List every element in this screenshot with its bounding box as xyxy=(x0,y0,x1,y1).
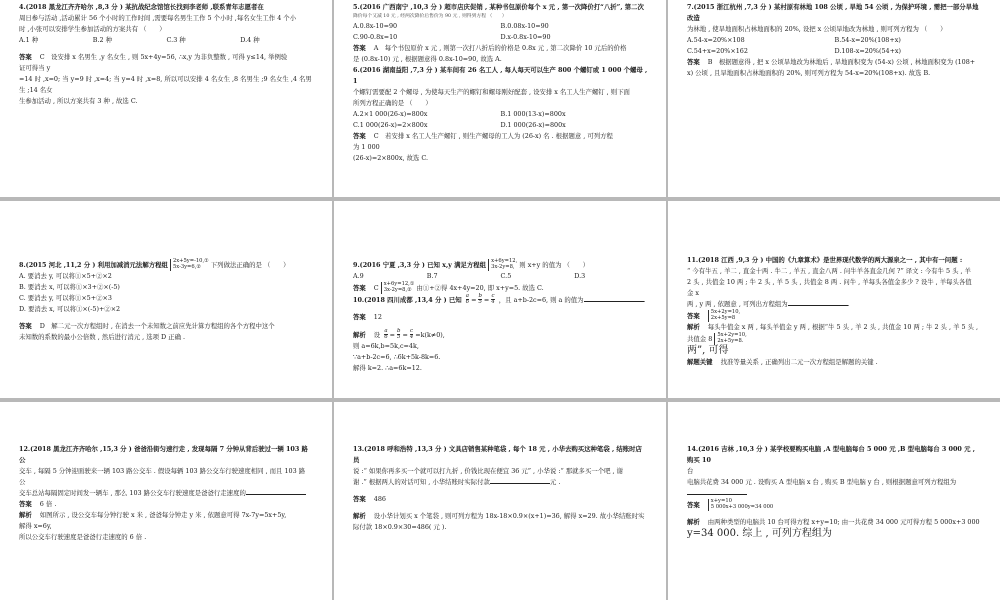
question-text: 5.(2016 广西南宁 ,10,3 分 ) 超市店庆促销 , 某种书包原价每个 x 元 , 第一次降价打“八折”, 第二次 xyxy=(353,3,644,11)
question-text: 6.(2016 湖南益阳 ,7,3 分 ) 某车间有 26 名工人 , 每人每天可以生产 800 个螺钉或 1 000 个螺母 , 1 xyxy=(353,66,648,86)
slide-q9-q10 xyxy=(334,201,666,398)
option-a: A.54-x=20%×108 xyxy=(687,36,745,45)
slide-q7 xyxy=(668,0,1000,197)
answer-label: 答案 xyxy=(353,44,366,53)
option-a: A. 要消去 y, 可以将①×5+②×2 xyxy=(19,271,112,280)
answer-line xyxy=(353,312,648,323)
answer-text: 未知数的系数的最小公倍数 , 然后进行消元 , 选项 D 正确 . xyxy=(19,333,186,342)
answer-line xyxy=(687,57,982,68)
analysis-label: 解析 xyxy=(353,512,366,521)
question-text: 公 xyxy=(19,478,26,487)
options xyxy=(687,35,982,57)
answer-line xyxy=(353,43,648,54)
option-d: D.x-0.8x-10=90 xyxy=(500,33,551,42)
answer-line xyxy=(19,321,314,332)
analysis-text: ∵a+b-2c=6, ∴6k+5k-8k=6. xyxy=(353,352,441,361)
analysis-label: 解析 xyxy=(687,518,700,527)
options xyxy=(19,35,314,46)
analysis-text: 解得 x=6y, xyxy=(19,522,52,531)
analysis-line: 解析 设 $\frac{a}{6}$ = $\frac{b}{5}$ = $\frac{c}{4}$ =k(k≠0), xyxy=(353,327,445,341)
answer-label: 答案 xyxy=(353,132,366,141)
fraction: $\frac{a}{6}$ xyxy=(384,327,388,341)
option-b: B.2 种 xyxy=(92,36,112,45)
option-c: C.5 xyxy=(500,271,512,280)
analysis-line: 解析 设小华计划买 x 个笔袋 , 则可列方程为 18x-18×0.9×(x+1)=36, 解得 x=29. 故小华结账时实 xyxy=(353,512,645,521)
option-b: B.0.08x-10=90 xyxy=(500,22,549,31)
analysis-label: 解析 xyxy=(687,323,700,332)
slide-q4 xyxy=(0,0,332,197)
fraction: $\frac{b}{5}$ xyxy=(397,327,401,341)
question-text: 9.(2016 宁夏 ,3,3 分 ) 已知 x,y 满足方程组 x+6y=12, 3x-2y=8, 则 x+y 的值为 （ ） xyxy=(353,258,590,270)
answer-line xyxy=(687,310,982,322)
analysis-text: 则 a=6k,b=5k,c=4k, xyxy=(353,341,419,350)
answer-text: 12 xyxy=(373,312,382,321)
question-text: 13.(2018 呼和浩特 ,13,3 分 ) 文具店销售某种笔袋 , 每个 18 元 , 小华去购买这种笔袋 , 结账时店员 xyxy=(353,445,642,465)
option-a: A.0.8x-10=90 xyxy=(353,22,398,31)
slide-q8 xyxy=(0,201,332,398)
answer-text: =14 时 ,x=0; 当 y=9 时 ,x=4; 当 y=4 时 ,x=8, 所以可以安排 4 名女生 ,8 名男生 ;9 名女生 ,4 名男生 ;14 名女 xyxy=(19,75,312,95)
answer-text: 为 1 000 xyxy=(353,143,380,152)
fraction: $\frac{c}{4}$ xyxy=(491,292,495,306)
answer-text: 6 xyxy=(39,500,44,509)
key-label: 解题关键 xyxy=(687,358,713,367)
question-text: 说 :“ 如果你再多买一个就可以打九折 , 价钱比现在便宜 36 元” , 小华说 :“ 那就多买一个吧 , 谢 xyxy=(353,467,623,476)
answer-text: 证可得当 y xyxy=(19,64,51,73)
option-c: C.54+x=20%×162 xyxy=(687,47,748,56)
answer-line xyxy=(687,499,982,511)
answer-label: 答案 xyxy=(353,312,366,321)
answer-text: (26-x)=2×800x, 故选 C. xyxy=(353,154,429,163)
answer-text: B 根据题意得 , 把 x 公顷旱地改为林地后 , 旱地面积变为 (54-x) 公顷 , 林地面积变为 (108+ xyxy=(707,58,976,67)
equation-system: x+6y=12,① 3x-2y=8,② xyxy=(381,282,415,294)
question-text: 10.(2018 四川成都 ,13,4 分 ) 已知 $\frac{a}{6}$ = $\frac{b}{5}$ = $\frac{c}{4}$ ，且 a+b-2c=6, 则 a 的值为 . xyxy=(353,292,646,306)
question-text: 时 ,小张可以安排学生参加活动的方案共有 （ ） xyxy=(19,25,166,34)
answer-text: C 若安排 x 名工人生产螺钉 , 则生产螺母的工人为 (26-x) 名 . 根据题意 , 可列方程 xyxy=(373,132,613,141)
answer-line xyxy=(353,494,648,505)
analysis-text: 两”, 可得 xyxy=(687,345,729,357)
question-text: 交车总站每隔固定时间发一辆车 , 那么 103 路公交车行驶速度是爸爸行走速度的 xyxy=(19,488,314,499)
analysis-label: 解析 xyxy=(353,330,366,339)
answer-label: 答案 xyxy=(19,500,32,509)
question-text: 两 , y 两 , 依题意 , 可列出方程组为 . xyxy=(687,300,850,309)
option-a: A.9 xyxy=(353,271,364,280)
answer-text: x) 公顷 , 且旱地面积占林地面积的 20%, 则可列方程为 54-x=20%(108+x). 故选 B. xyxy=(687,69,931,78)
option-a: A.2×1 000(26-x)=800x xyxy=(353,110,428,119)
analysis-text: y=34 000. 综上 , 可列方程组为 xyxy=(687,528,832,540)
answer-text: D 解二元一次方程组时 , 在消去一个未知数之前应先计算方程组的各个方程中这个 xyxy=(39,322,275,331)
option-c: C.3 种 xyxy=(166,36,186,45)
answer-text: 生参加活动 , 所以方案共有 3 种 , 故选 C. xyxy=(19,97,138,106)
fraction: $\frac{b}{5}$ xyxy=(478,292,482,306)
option-d: D.108-x=20%(54+x) xyxy=(834,47,902,56)
slide-q13 xyxy=(334,402,666,600)
options xyxy=(353,109,648,131)
answer-blank xyxy=(246,488,306,495)
key-line: 解题关键 找准等量关系 , 正确列出二元一次方程组是解题的关键 . xyxy=(687,358,878,367)
question-text: 为林地 , 使旱地面积占林地面积的 20%, 设把 x 公顷旱地改为林地 , 则可列方程为 （ ） xyxy=(687,25,947,34)
slide-q11 xyxy=(668,201,1000,398)
question-text: 谢 .” 根据两人的对话可知 , 小华结账时实际付款 元 . xyxy=(353,478,561,487)
question-text: 2 头 , 共值金 10 两 ; 牛 2 头 , 羊 5 头 , 共值金 8 两 . 问牛 , 羊每头各值金多少 ? 设牛 , 羊每头各值 xyxy=(687,278,972,287)
analysis-label: 解析 xyxy=(19,511,32,520)
answer-label: 答案 xyxy=(687,58,700,67)
question-text: 金 x xyxy=(687,289,700,298)
equation-system: x+y=10 5 000x+3 000y=34 000 xyxy=(708,499,773,511)
answer-line: 答案 C x+6y=12,① 3x-2y=8,② 由①+②得 4x+4y=20, 即 x+y=5. 故选 C. xyxy=(353,281,544,293)
question-text: 周日参与活动 ,活动累计 56 个小时的工作时间 ,需要每名男生工作 5 个小时 ,每名女生工作 4 个小 xyxy=(19,14,297,23)
answer-label: 答案 xyxy=(353,495,366,504)
option-b: B. 要消去 x, 可以将①×3+②×(-5) xyxy=(19,283,120,291)
question-text: 12.(2018 黑龙江齐齐哈尔 ,15,3 分 ) 爸爸沿街匀速行走 , 发现每隔 7 分钟从背后驶过一辆 103 路公 xyxy=(19,445,308,465)
question-text: “ 今有牛五 , 羊二 , 直金十两 . 牛二 , 羊五 , 直金八两 . 问牛羊各直金几何 ?” 译文 : 今有牛 5 头 , 羊 xyxy=(687,267,971,276)
option-d: D.1 000(26-x)=800x xyxy=(500,121,566,130)
equation-system: 5x+2y=10, 2x+5y=8 xyxy=(708,310,740,322)
answer-line xyxy=(19,52,314,63)
option-b: B.1 000(13-x)=800x xyxy=(500,110,566,119)
analysis-line: 解析 如图所示 , 设公交车每分钟行驶 x 米 , 爸爸每分钟走 y 米 , 依题意可得 7x-7y=5x+5y, xyxy=(19,511,287,520)
analysis-text: 所以公交车行驶速度是爸爸行走速度的 6 倍 . xyxy=(19,533,147,542)
answer-blank xyxy=(788,299,848,306)
question-text: 降价每个又减 10 元 , 经两次降价后售价为 90 元 , 则得到方程 （ ） xyxy=(353,14,507,20)
option-b: B.54-x=20%(108+x) xyxy=(834,36,901,45)
answer-text: 是 (0.8x-10) 元 , 根据题意得 0.8x-10=90, 故选 A. xyxy=(353,55,502,64)
answer-blank xyxy=(584,295,644,302)
fraction: $\frac{c}{4}$ xyxy=(409,327,414,341)
slide-q12 xyxy=(0,402,332,600)
question-text: 14.(2016 吉林 ,10,3 分 ) 某学校要购买电脑 ,A 型电脑每台 5 000 元 ,B 型电脑每台 3 000 元 , 购买 10 xyxy=(687,445,975,465)
question-text: 7.(2015 浙江杭州 ,7,3 分 ) 某村原有林地 108 公顷 , 旱地 54 公顷 , 为保护环境 , 需把一部分旱地改造 xyxy=(687,3,979,23)
answer-label: 答案 xyxy=(687,501,700,510)
equation-system: 2x+5y=-10,① 5x-3y=6,② xyxy=(170,259,209,271)
question-text: 个螺钉需要配 2 个螺母 , 为使每天生产的螺钉和螺母刚好配套 , 设安排 x 名工人生产螺钉 , 则下面 xyxy=(353,88,630,97)
option-c: C.90-0.8x=10 xyxy=(353,33,398,42)
option-d: D.3 xyxy=(574,271,586,280)
option-c: C.1 000(26-x)=2×800x xyxy=(353,121,428,130)
question-text: 交车 , 每隔 5 分钟迎面驶来一辆 103 路公交车 . 假设每辆 103 路公交车行驶速度相同 , 而且 103 路 xyxy=(19,467,306,476)
question-text: 4.(2018 黑龙江齐齐哈尔 ,8,3 分 ) 某抗战纪念馆馆长找到李老师 ,联系青年志愿者在 xyxy=(19,3,264,11)
option-d: D. 要消去 x, 可以将①×(-5)+②×2 xyxy=(19,305,121,314)
question-text: 8.(2015 河北 ,11,2 分 ) 利用加减消元法解方程组 2x+5y=-10,① 5x-3y=6,② 下列做法正确的是 （ ） xyxy=(19,258,290,270)
equation-system: x+6y=12, 3x-2y=8, xyxy=(488,259,517,271)
fraction: $\frac{a}{6}$ xyxy=(465,292,470,306)
answer-blank xyxy=(490,477,550,484)
answer-label: 答案 xyxy=(353,283,366,292)
question-text: 台 xyxy=(687,467,694,476)
option-a: A.1 种 xyxy=(19,36,39,45)
analysis-text: 际付款 18×0.9×30=486( 元 ). xyxy=(353,523,447,532)
answer-text: C xyxy=(373,283,379,292)
slide-q5-q6 xyxy=(334,0,666,197)
analysis-line: 解析 每头牛值金 x 两 , 每头羊值金 y 两 , 根据“牛 5 头 , 羊 2 头 , 共值金 10 两 ; 牛 2 头 , 羊 5 头 , xyxy=(687,323,979,332)
answer-label: 答案 xyxy=(19,53,32,62)
answer-line: 答案 6 倍 . xyxy=(19,500,57,509)
answer-label: 答案 xyxy=(19,322,32,331)
answer-text: A 每个书包原价 x 元 , 则第一次打八折后的价格是 0.8x 元 , 第二次降价 10 元后的价格 xyxy=(373,44,627,53)
analysis-text: 共值金 8 5x+2y=10, 2x+5y=8. xyxy=(687,332,747,345)
analysis-text: 解得 k=2. ∴a=6k=12. xyxy=(353,363,422,372)
analysis-line: 解析 由两种类型的电脑共 10 台可得方程 x+y=10; 由一共花费 34 000 元可得方程 5 000x+3 000 xyxy=(687,518,980,527)
slide-q14 xyxy=(668,402,1000,600)
answer-text: C 设安排 x 名男生 ,y 名女生 , 则 5x+4y=56, ∴x,y 为非负整数 , 可得 y≤14, 举例验 xyxy=(39,53,288,62)
answer-text: 486 xyxy=(373,495,386,504)
option-d: D.4 种 xyxy=(240,36,260,45)
question-text: 电脑共花费 34 000 元 . 设购买 A 型电脑 x 台 , 购买 B 型电脑 y 台 , 则根据题意可列方程组为 xyxy=(687,477,982,499)
option-b: B.7 xyxy=(426,271,438,280)
answer-line xyxy=(353,131,648,142)
question-text: 11.(2018 江西 ,9,3 分 ) 中国的《九章算术》是世界现代数学的两大源泉之一 , 其中有一问题 : xyxy=(687,256,963,264)
answer-label: 答案 xyxy=(687,312,700,321)
options xyxy=(353,21,648,43)
option-c: C. 要消去 y, 可以将①×5+②×3 xyxy=(19,294,112,303)
equation-system: 5x+2y=10, 2x+5y=8. xyxy=(714,333,746,345)
question-text: 所列方程正确的是 （ ） xyxy=(353,99,432,108)
answer-blank xyxy=(687,488,747,495)
